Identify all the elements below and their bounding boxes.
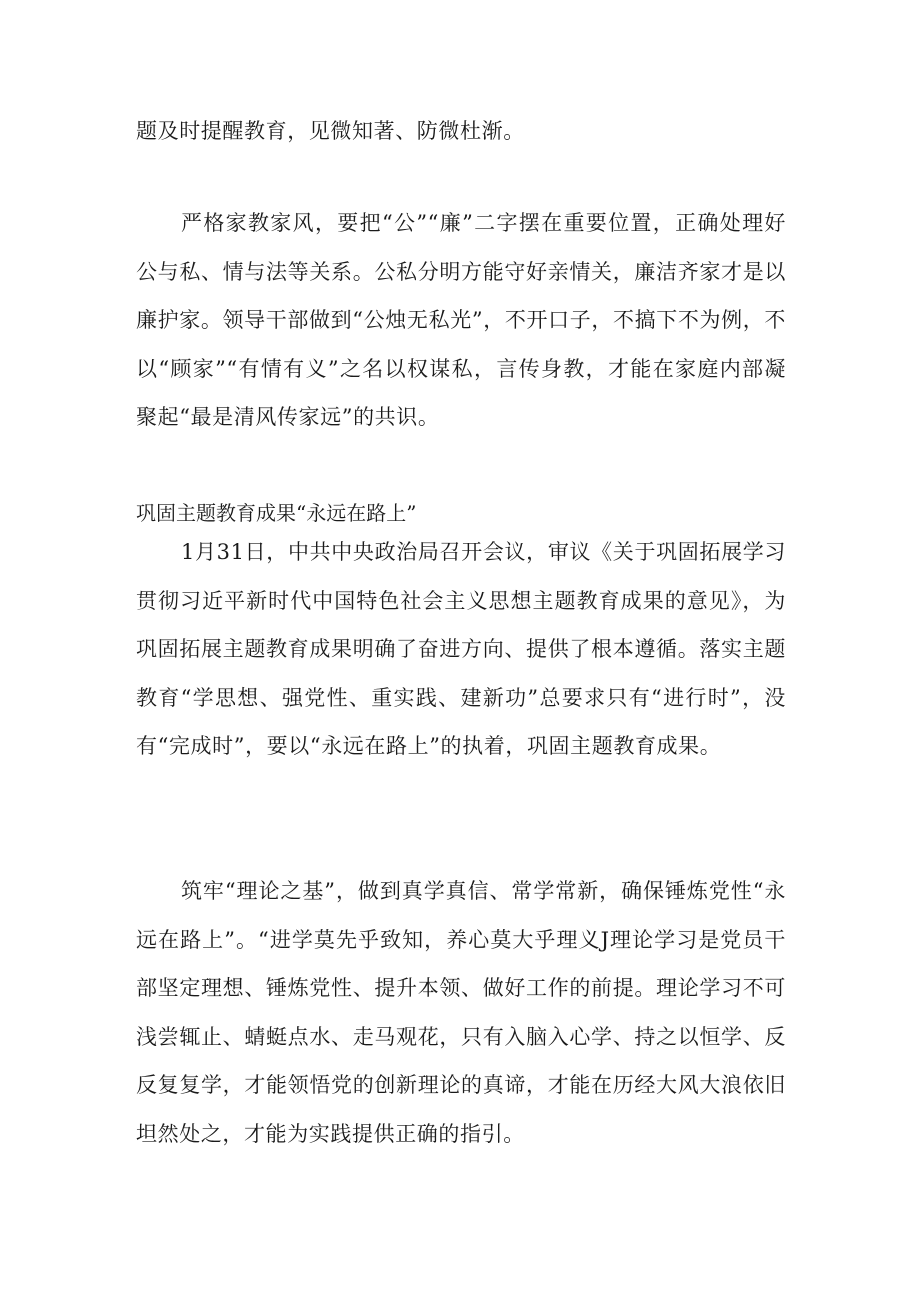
paragraph-continuation: 题及时提醒教育，见微知著、防微杜渐。 — [136, 119, 525, 143]
paragraph-meeting: 1月31日，中共中央政治局召开会议，审议《关于巩固拓展学习贯彻习近平新时代中国特色社会主义思想主题教育成果的意见》，为巩固拓展主题教育成果明确了奋进方向、提供了根本遵循。落实主题教育“学思想、强党性、重实践、建新功”总要求只有“进行时”，没有“完成时”，要以“永远在路上”的执着，巩固主题教育成果。 — [136, 540, 786, 759]
paragraph-family-discipline: 严格家教家风，要把“公”“廉”二字摆在重要位置，正确处理好公与私、情与法等关系。公私分明方能守好亲情关，廉洁齐家才是以廉护家。领导干部做到“公烛无私光”，不开口子，不搞下不为例，不以“顾家”“有情有义”之名以权谋私，言传身教，才能在家庭内部凝聚起“最是清风传家远”的共识。 — [136, 211, 786, 430]
section-heading: 巩固主题教育成果“永远在路上” — [136, 501, 417, 525]
paragraph-theory-foundation: 筑牢“理论之基”，做到真学真信、常学常新，确保锤炼党性“永远在路上”。“进学莫先乎致知，养心莫大乎理义J理论学习是党员干部坚定理想、锤炼党性、提升本领、做好工作的前提。理论学习不可浅尝辄止、蜻蜓点水、走马观花，只有入脑入心学、持之以恒学、反反复复学，才能领悟党的创新理论的真谛，才能在历经大风大浪依旧坦然处之，才能为实践提供正确的指引。 — [136, 879, 786, 1146]
